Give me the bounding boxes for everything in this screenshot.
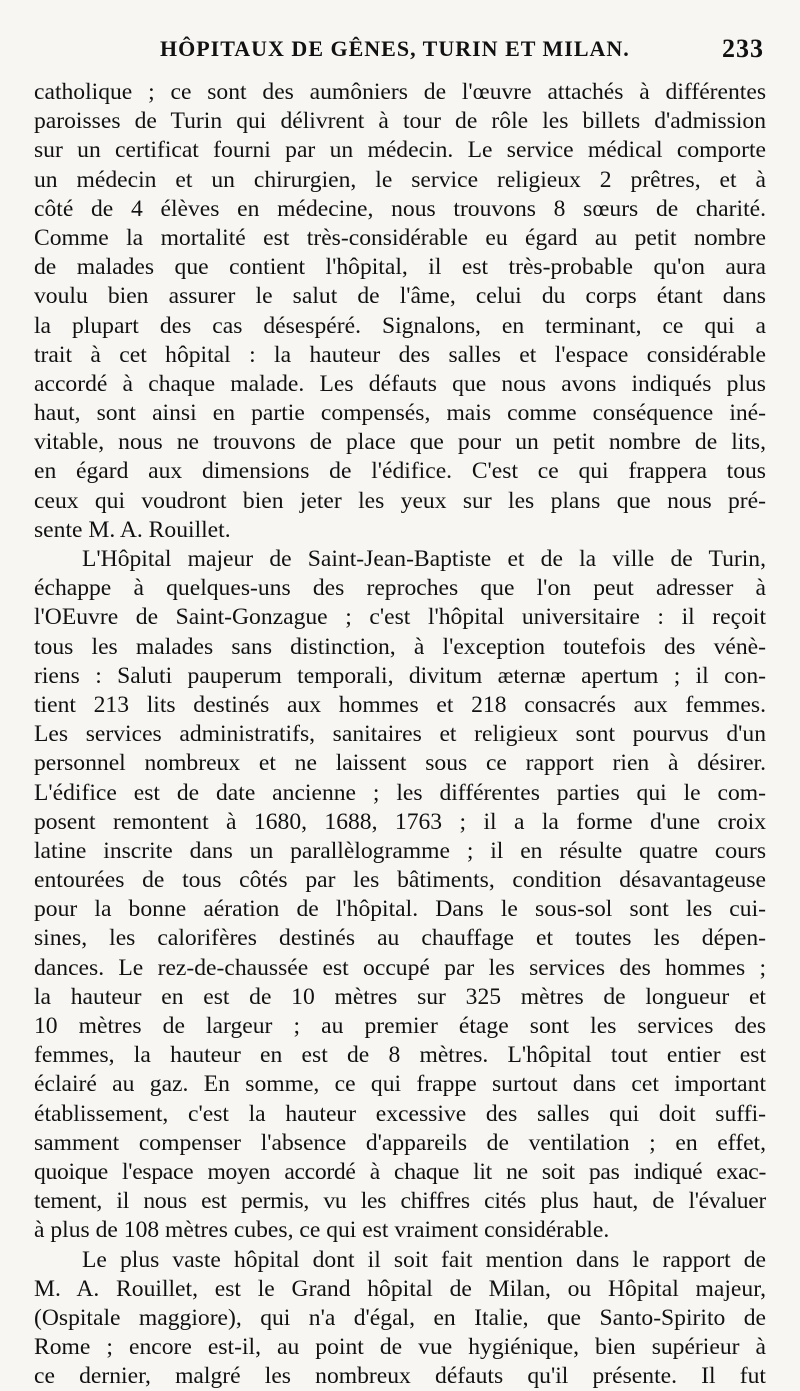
text-line: la hauteur en est de 10 mètres sur 325 mètres de longueur et — [34, 983, 766, 1010]
text-line: l'OEuvre de Saint-Gonzague ; c'est l'hôpital universitaire : il reçoit — [34, 604, 766, 631]
text-line: M. A. Rouillet, est le Grand hôpital de Milan, ou Hôpital majeur, — [34, 1275, 766, 1302]
text-line: dances. Le rez-de-chaussée est occupé par les services des hommes ; — [34, 954, 766, 981]
body-text — [34, 78, 766, 1391]
text-line: Rome ; encore est-il, au point de vue hygiénique, bien supérieur à — [34, 1334, 766, 1361]
text-line: latine inscrite dans un parallèlogramme ; il en résulte quatre cours — [34, 837, 766, 864]
text-line: la plupart des cas désespéré. Signalons, en terminant, ce qui a — [34, 312, 766, 339]
text-line: posent remontent à 1680, 1688, 1763 ; il a la forme d'une croix — [34, 808, 766, 835]
text-line: accordé à chaque malade. Les défauts que nous avons indiqués plus — [34, 370, 766, 397]
text-line: éclairé au gaz. En somme, ce qui frappe surtout dans cet important — [34, 1071, 766, 1098]
running-title: HÔPITAUX DE GÊNES, TURIN ET MILAN. — [160, 36, 630, 61]
text-line: Comme la mortalité est très-considérable eu égard au petit nombre — [34, 224, 766, 251]
text-line: ceux qui voudront bien jeter les yeux sur les plans que nous pré- — [34, 487, 766, 514]
text-line: échappe à quelques-uns des reproches que l'on peut adresser à — [34, 575, 766, 602]
text-line: quoique l'espace moyen accordé à chaque lit ne soit pas indiqué exac- — [34, 1158, 766, 1185]
text-line: à plus de 108 mètres cubes, ce qui est vraiment considérable. — [34, 1217, 610, 1244]
text-line: sur un certificat fourni par un médecin. Le service médical comporte — [34, 137, 766, 164]
text-line: sines, les calorifères destinés au chauffage et toutes les dépen- — [34, 925, 766, 952]
text-line: en égard aux dimensions de l'édifice. C'est ce qui frappera tous — [34, 458, 766, 485]
text-line: 10 mètres de largeur ; au premier étage sont les services des — [34, 1013, 766, 1039]
text-line: samment compenser l'absence d'appareils de ventilation ; en effet, — [34, 1129, 766, 1156]
text-line: établissement, c'est la hauteur excessive des salles qui doit suffi- — [34, 1100, 766, 1127]
text-line: entourées de tous côtés par les bâtiments, condition désavantageuse — [34, 867, 766, 894]
text-line: un médecin et un chirurgien, le service religieux 2 prêtres, et à — [34, 166, 766, 193]
text-line: côté de 4 élèves en médecine, nous trouvons 8 sœurs de charité. — [34, 195, 766, 222]
text-line: tient 213 lits destinés aux hommes et 218 consacrés aux femmes. — [34, 691, 766, 718]
text-line: femmes, la hauteur en est de 8 mètres. L'hôpital tout entier est — [34, 1042, 766, 1069]
text-line: tous les malades sans distinction, à l'exception toutefois des vénè- — [34, 633, 766, 660]
text-line: voulu bien assurer le salut de l'âme, celui du corps étant dans — [34, 283, 766, 310]
text-line: L'édifice est de date ancienne ; les différentes parties qui le com- — [34, 779, 766, 806]
text-line: Les services administratifs, sanitaires et religieux sont pourvus d'un — [34, 721, 766, 748]
text-line: catholique ; ce sont des aumôniers de l'œuvre attachés à différentes — [34, 79, 766, 105]
text-line: pour la bonne aération de l'hôpital. Dans le sous-sol sont les cui- — [34, 896, 766, 923]
text-line: vitable, nous ne trouvons de place que pour un petit nombre de lits, — [34, 429, 766, 456]
text-line: tement, il nous est permis, vu les chiffres cités plus haut, de l'évaluer — [34, 1188, 766, 1215]
page-number: 233 — [722, 34, 764, 63]
text-line: riens : Saluti pauperum temporali, divitum æternæ apertum ; il con- — [34, 662, 766, 689]
text-line: trait à cet hôpital : la hauteur des salles et l'espace considérable — [34, 341, 766, 368]
text-line: sente M. A. Rouillet. — [34, 516, 231, 543]
text-line: ce dernier, malgré les nombreux défauts qu'il présente. Il fut — [34, 1363, 766, 1390]
text-line: de malades que contient l'hôpital, il est très-probable qu'on aura — [34, 254, 766, 281]
text-line: (Ospitale maggiore), qui n'a d'égal, en Italie, que Santo-Spirito de — [34, 1304, 766, 1331]
text-line: haut, sont ainsi en partie compensés, mais comme conséquence iné- — [34, 400, 766, 427]
running-head — [160, 34, 764, 70]
text-line: paroisses de Turin qui délivrent à tour de rôle les billets d'admission — [34, 108, 766, 135]
text-line: Le plus vaste hôpital dont il soit fait mention dans le rapport de — [82, 1246, 766, 1273]
text-line: L'Hôpital majeur de Saint-Jean-Baptiste et de la ville de Turin, — [82, 546, 766, 572]
text-line: personnel nombreux et ne laissent sous ce rapport rien à désirer. — [34, 750, 766, 777]
